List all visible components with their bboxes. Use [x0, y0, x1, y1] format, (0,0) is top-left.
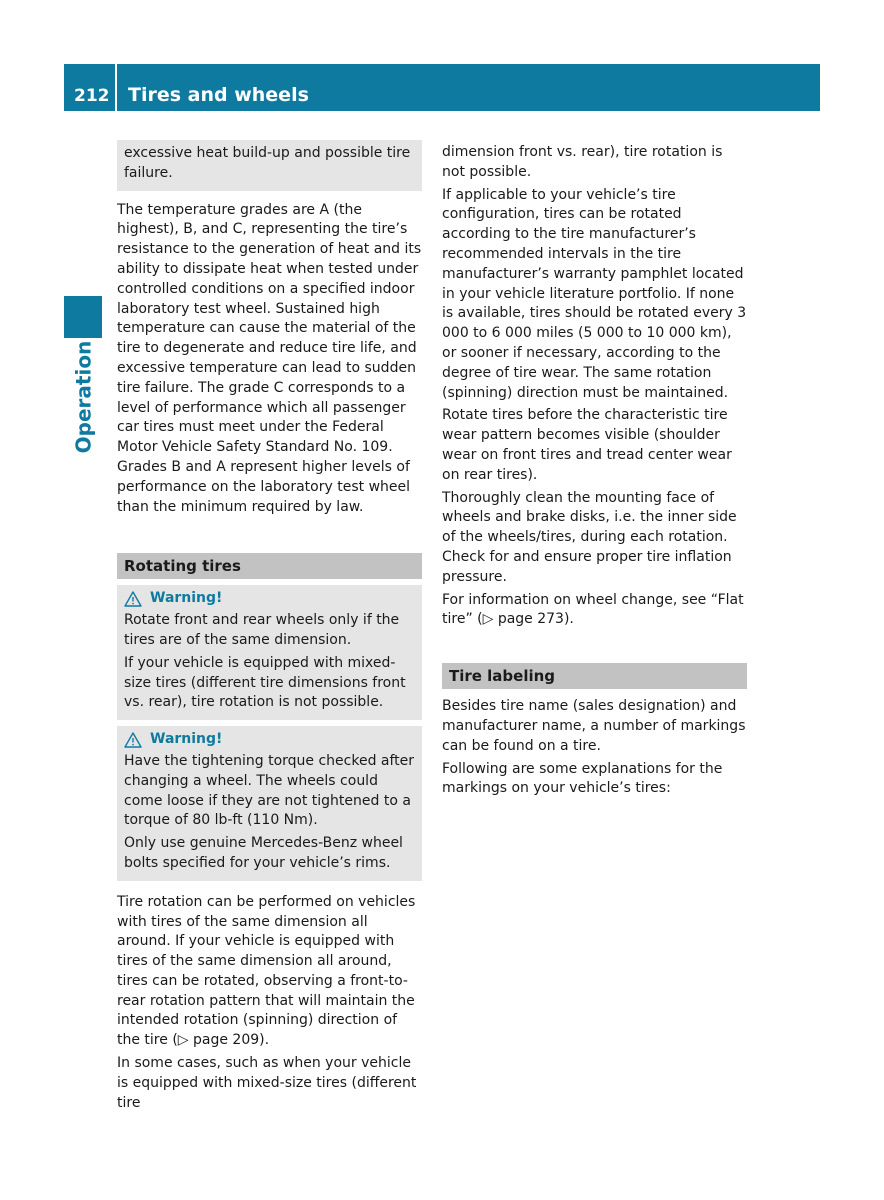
continued-info-box — [117, 140, 422, 191]
rotation-paragraph: Tire rotation can be performed on vehicles with tires of the same dimension all around. If your vehicle is equipped with tires of the same dimension all around, tires can be rotated, observing a front-to-rear rotation pattern that will maintain the intended rotation (spinning) direction of the tire (▷ page 209). — [117, 893, 416, 1049]
warning-box-1 — [117, 585, 422, 720]
mixed-size-paragraph: In some cases, such as when your vehicle is equipped with mixed-size tires (different tire — [117, 1055, 417, 1111]
besides-paragraph: Besides tire name (sales designation) and manufacturer name, a number of markings can be found on a tire. — [442, 698, 746, 754]
header-divider — [115, 64, 117, 111]
warning-1-text-2: If your vehicle is equipped with mixed-size tires (different tire dimensions front vs. rear), tire rotation is not possible. — [124, 654, 406, 711]
side-tab-text: Operation — [71, 340, 96, 454]
side-tab-label — [64, 342, 102, 452]
warning-title-1: Warning! — [150, 590, 223, 607]
section-heading-rotating-tires: Rotating tires — [117, 553, 422, 579]
warning-triangle-icon — [124, 591, 142, 607]
warning-box-2 — [117, 726, 422, 881]
warning-header-2 — [124, 730, 415, 750]
right-column — [442, 143, 747, 802]
rotate-before-paragraph: Rotate tires before the characteristic tire wear pattern becomes visible (shoulder wear on front tires and tread center wear on rear tires). — [442, 407, 732, 483]
wheel-change-paragraph: For information on wheel change, see “Flat tire” (▷ page 273). — [442, 591, 744, 628]
warning-2-text-1: Have the tightening torque checked after changing a wheel. The wheels could come loose if they are not tightened to a torque of 80 lb-ft (110 Nm). — [124, 752, 415, 829]
warning-1-text-1: Rotate front and rear wheels only if the tires are of the same dimension. — [124, 612, 400, 648]
warning-header-1 — [124, 589, 415, 609]
applicable-paragraph: If applicable to your vehicle’s tire configuration, tires can be rotated according to the tire manufacturer’s recommended intervals in the tire manufacturer’s warranty pamphlet located in your vehicle literature portfolio. If none is available, tires should be rotated every 3 000 to 6 000 miles (5 000 to 10 000 km), or sooner if necessary, according to the degree of tire wear. The same rotation (spinning) direction must be maintained. — [442, 186, 747, 401]
left-column — [117, 140, 422, 1116]
warning-title-2: Warning! — [150, 731, 223, 748]
clean-paragraph: Thoroughly clean the mounting face of wheels and brake disks, i.e. the inner side of the wheels/tires, during each rotation. Check for and ensure proper tire inflation pressure. — [442, 489, 737, 585]
continued-text: dimension front vs. rear), tire rotation is not possible. — [442, 144, 723, 180]
side-tab-marker — [64, 296, 102, 338]
section-heading-tire-labeling: Tire labeling — [442, 663, 747, 689]
following-paragraph: Following are some explanations for the markings on your vehicle’s tires: — [442, 760, 723, 797]
temperature-paragraph: The temperature grades are A (the highest), B, and C, representing the tire’s resistance to the generation of heat and its ability to dissipate heat when tested under controlled conditions on a specified indoor laboratory test wheel. Sustained high temperature can cause the material of the tire to degenerate and reduce tire life, and excessive temperature can lead to sudden tire failure. The grade C corresponds to a level of performance which all passenger car tires must meet under the Federal Motor Vehicle Safety Standard No. 109. Grades B and A represent higher levels of performance on the laboratory test wheel than the minimum required by law. — [117, 201, 422, 515]
warning-triangle-icon — [124, 732, 142, 748]
page-title: Tires and wheels — [128, 84, 309, 106]
continued-box-text: excessive heat build-up and possible tire failure. — [124, 145, 411, 181]
warning-2-text-2: Only use genuine Mercedes-Benz wheel bolts specified for your vehicle’s rims. — [124, 835, 403, 871]
page-number: 212 — [74, 86, 110, 106]
